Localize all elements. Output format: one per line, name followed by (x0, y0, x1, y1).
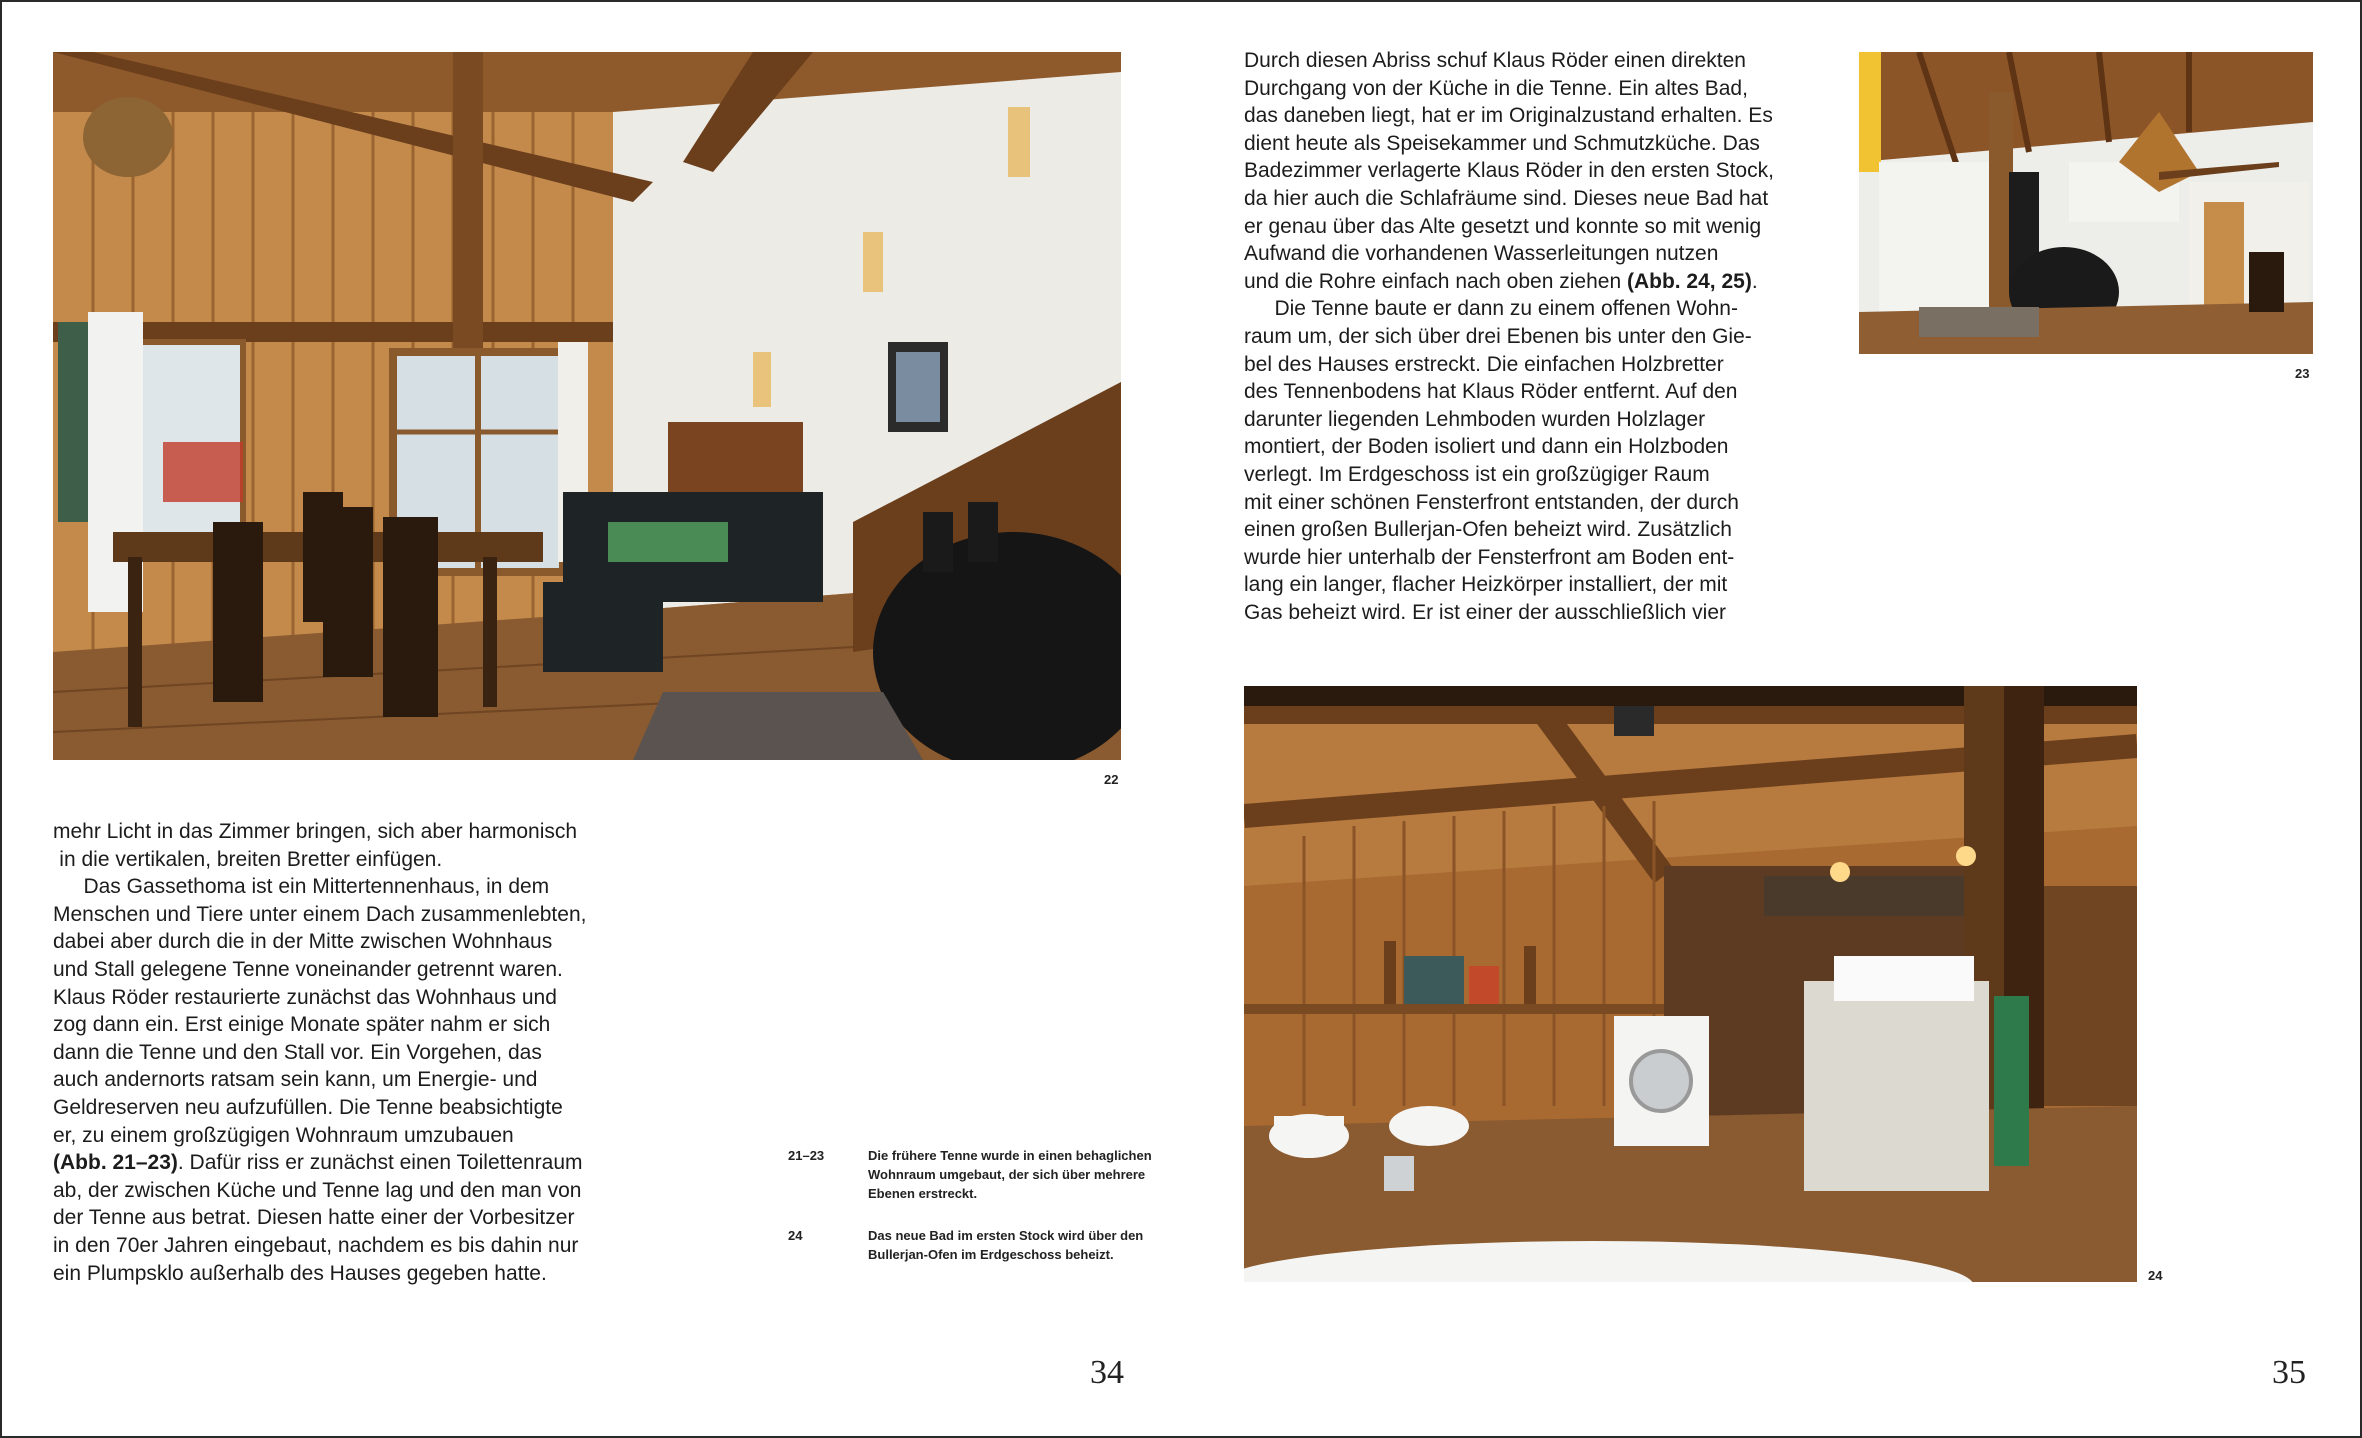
text-line: da hier auch die Schlafräume sind. Dieses neue Bad hat (1244, 186, 1769, 210)
caption-text: Die frühere Tenne wurde in einen behaglichen Wohnraum umgebaut, der sich über mehrere Ebenen erstreckt. (868, 1148, 1152, 1201)
figure-number-23: 23 (2295, 366, 2310, 381)
text-line: montiert, der Boden isoliert und dann ein Holzboden (1244, 435, 1729, 459)
text-line: verlegt. Im Erdgeschoss ist ein großzügiger Raum (1244, 462, 1710, 486)
page-number-left: 34 (1090, 1354, 1124, 1391)
text-line: in die vertikalen, breiten Bretter einfügen. (59, 847, 443, 871)
text-line: mehr Licht in das Zimmer bringen, sich aber harmonisch (53, 820, 578, 843)
text-line: ein Plumpsklo außerhalb des Hauses gegeben hatte. (53, 1261, 547, 1285)
caption-24 (788, 1226, 1168, 1286)
text-line: einen großen Bullerjan-Ofen beheizt wird. Zusätzlich (1244, 518, 1732, 542)
text-line: in den 70er Jahren eingebaut, nachdem es bis dahin nur (53, 1233, 579, 1257)
caption-text: Das neue Bad im ersten Stock wird über den Bullerjan-Ofen im Erdgeschoss beheizt. (868, 1228, 1144, 1262)
caption-number: 24 (788, 1228, 803, 1243)
text-line: dient heute als Speisekammer und Schmutzküche. Das (1244, 131, 1760, 155)
text-line: Geldreserven neu aufzufüllen. Die Tenne beabsichtigte (53, 1095, 563, 1119)
text-line: Gas beheizt wird. Er ist einer der ausschließlich vier (1244, 600, 1727, 624)
text-line: des Tennenbodens hat Klaus Röder entfernt. Auf den (1244, 380, 1738, 404)
figure-number-22: 22 (1104, 772, 1119, 787)
page-number-right: 35 (2272, 1354, 2306, 1391)
text-line: lang ein langer, flacher Heizkörper installiert, der mit (1244, 573, 1728, 597)
text-line: Badezimmer verlagerte Klaus Röder in den ersten Stock, (1244, 159, 1774, 183)
text-line: und Stall gelegene Tenne voneinander getrennt waren. (53, 957, 563, 981)
text-line: ab, der zwischen Küche und Tenne lag und den man von (53, 1178, 582, 1202)
text-line: Durchgang von der Küche in die Tenne. Ein altes Bad, (1244, 76, 1748, 100)
caption-21-23 (788, 1146, 1168, 1226)
text-line: das daneben liegt, hat er im Originalzustand erhalten. Es (1244, 104, 1773, 128)
text-line: Klaus Röder restaurierte zunächst das Wohnhaus und (53, 985, 557, 1009)
photo-living-room (53, 52, 1121, 760)
text-line: darunter liegenden Lehmboden wurden Holzlager (1244, 407, 1706, 431)
text-line: Aufwand die vorhandenen Wasserleitungen nutzen (1244, 242, 1719, 266)
text-line: er genau über das Alte gesetzt und konnte so mit wenig (1244, 214, 1762, 238)
text-line-with-reference: (Abb. 21–23). Dafür riss er zunächst einen Toilettenraum (53, 1151, 583, 1175)
photo-stove-room (1859, 52, 2313, 354)
text-line: raum um, der sich über drei Ebenen bis unter den Gie- (1244, 324, 1752, 348)
right-body-text (1244, 47, 1844, 626)
text-line: bel des Hauses erstreckt. Die einfachen Holzbretter (1244, 352, 1724, 376)
caption-number: 21–23 (788, 1148, 825, 1163)
text-line: der Tenne aus betrat. Diesen hatte einer der Vorbesitzer (53, 1206, 575, 1230)
left-body-text (53, 818, 643, 1287)
text-line: wurde hier unterhalb der Fensterfront am Boden ent- (1244, 545, 1735, 569)
figure-number-24: 24 (2148, 1268, 2163, 1283)
figure-reference: (Abb. 21–23) (53, 1151, 178, 1175)
text-line: dann die Tenne und den Stall vor. Ein Vorgehen, das (53, 1040, 542, 1064)
text-line: Die Tenne baute er dann zu einem offenen Wohn- (1274, 297, 1738, 321)
photo-bathroom (1244, 686, 2137, 1282)
text-line-with-reference: und die Rohre einfach nach oben ziehen (Abb. 24, 25). (1244, 269, 1758, 293)
figure-reference: (Abb. 24, 25) (1626, 269, 1752, 293)
text-line: mit einer schönen Fensterfront entstanden, der durch (1244, 490, 1739, 514)
text-line: zog dann ein. Erst einige Monate später nahm er sich (53, 1013, 551, 1037)
text-line: Menschen und Tiere unter einem Dach zusammenlebten, (53, 902, 587, 926)
text-line: er, zu einem großzügigen Wohnraum umzubauen (53, 1123, 514, 1147)
text-line: dabei aber durch die in der Mitte zwischen Wohnhaus (53, 930, 553, 954)
text-line: Durch diesen Abriss schuf Klaus Röder einen direkten (1244, 49, 1746, 72)
text-line: auch andernorts ratsam sein kann, um Energie- und (53, 1068, 538, 1092)
text-line: Das Gassethoma ist ein Mittertennenhaus, in dem (83, 875, 550, 899)
